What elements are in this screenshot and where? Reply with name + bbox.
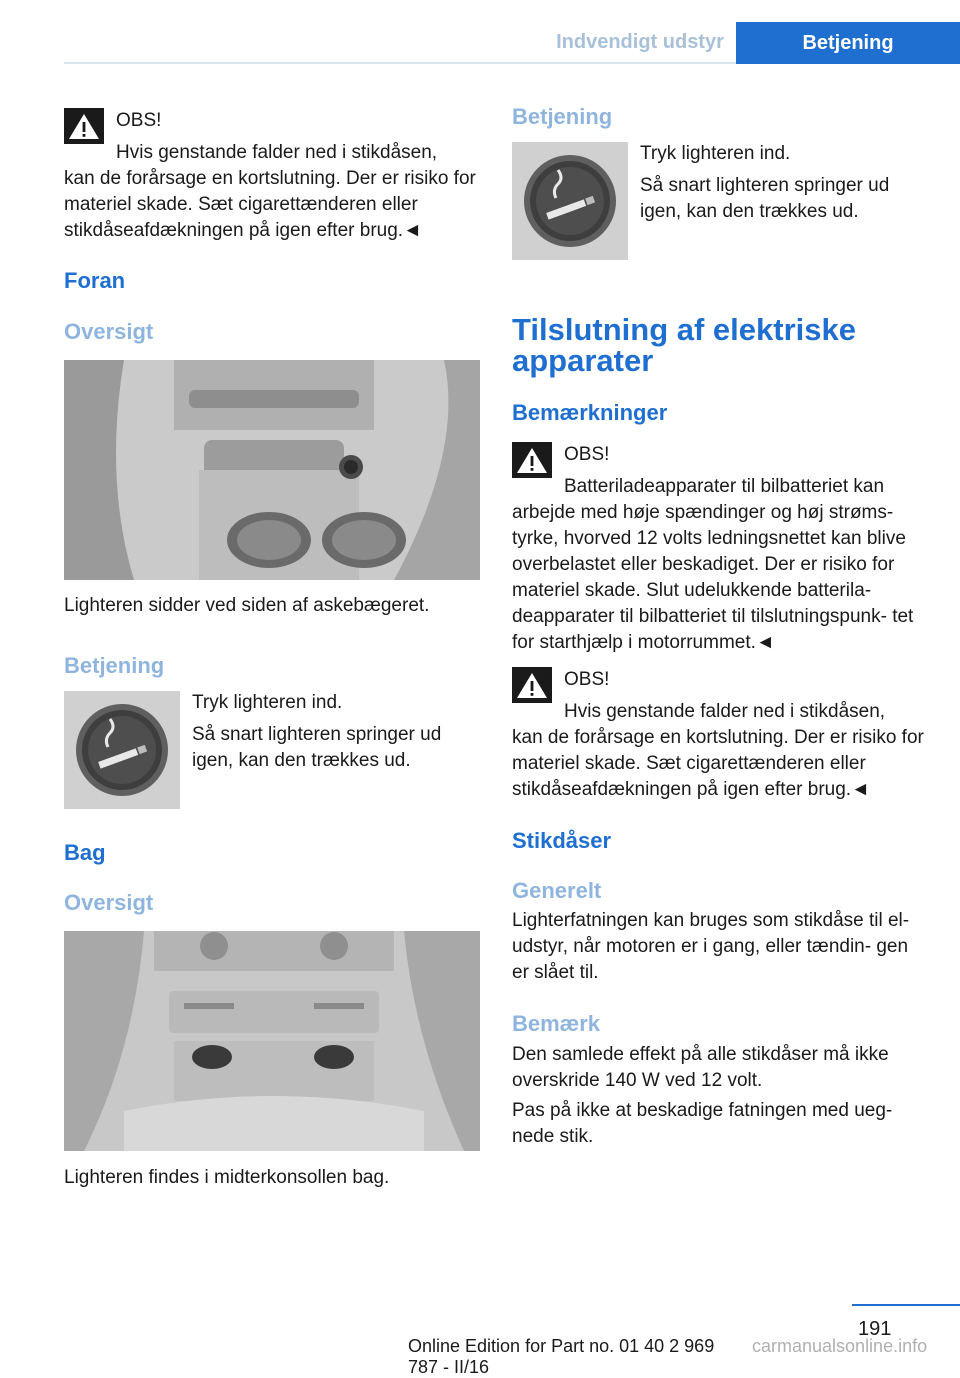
warning-text-first-line: Batteriladeapparater til bilbatteriet kan <box>564 476 885 497</box>
front-operation-step1: Tryk lighteren ind. <box>192 692 343 713</box>
section-heading-notes: Bemærkninger <box>512 400 668 425</box>
warning-title: OBS! <box>116 110 162 131</box>
note-text-1: Den samlede effekt på alle stikdåser må ikke overskride 140 W ved 12 volt. <box>512 1044 889 1091</box>
warning-title: OBS! <box>564 669 610 690</box>
rear-console-illustration <box>64 931 480 1151</box>
warning-text-first-line: Hvis genstande falder ned i stikdåsen, <box>116 142 438 163</box>
warning-title: OBS! <box>564 444 610 465</box>
footer-rule <box>852 1304 960 1306</box>
section-heading-rear: Bag <box>64 840 106 865</box>
section-heading-front: Foran <box>64 268 126 293</box>
warning-box <box>512 442 928 656</box>
subheading-general: Generelt <box>512 878 602 903</box>
current-tab[interactable]: Betjening <box>736 22 960 64</box>
section-heading-sockets: Stikdåser <box>512 828 612 853</box>
warning-text: arbejde med høje spændinger og høj strøms- tyrke, hvorved 12 volts ledningsnettet kan blive overbelastet eller beskadiget. Der er risiko for materiel skade. Slut udelukkende batterila- deapparater til bilbatteriet til tilslutningspunk- tet for starthjælp i motorrummet.◄ <box>512 502 914 653</box>
warning-text-first-line: Hvis genstande falder ned i stikdåsen, <box>564 701 886 722</box>
warning-triangle-icon <box>512 442 552 478</box>
watermark: carmanualsonline.info <box>752 1336 928 1356</box>
rear-operation-step1: Tryk lighteren ind. <box>640 143 791 164</box>
lighter-button-image-front <box>64 691 180 809</box>
rear-operation-step2: Så snart lighteren springer ud igen, kan den trækkes ud. <box>640 175 890 222</box>
warning-triangle-icon <box>512 667 552 703</box>
cigarette-lighter-icon <box>512 142 628 260</box>
subheading-operation-rear: Betjening <box>512 104 613 129</box>
subheading-overview-front: Oversigt <box>64 319 154 344</box>
chapter-title: Tilslutning af elektriske apparater <box>512 312 856 378</box>
page-number: 191 <box>858 1318 892 1340</box>
edition-footer: Online Edition for Part no. 01 40 2 969 787 - II/16 <box>408 1336 715 1377</box>
rear-console-photo <box>64 931 480 1151</box>
subheading-operation-front: Betjening <box>64 653 165 678</box>
front-console-photo <box>64 360 480 580</box>
lighter-button-image-rear <box>512 142 628 260</box>
cigarette-lighter-icon <box>64 691 180 809</box>
warning-box <box>64 108 480 244</box>
warning-text: kan de forårsage en kortslutning. Der er risiko for materiel skade. Sæt cigarettænderen eller stikdåseafdækningen på igen efter brug.◄ <box>64 168 476 241</box>
warning-text: kan de forårsage en kortslutning. Der er risiko for materiel skade. Sæt cigarettænderen eller stikdåseafdækningen på igen efter brug.◄ <box>512 727 924 800</box>
warning-box <box>512 667 928 803</box>
subheading-note: Bemærk <box>512 1011 601 1036</box>
front-console-illustration <box>64 360 480 580</box>
section-tab[interactable]: Indvendigt udstyr <box>556 30 724 53</box>
front-operation-step2: Så snart lighteren springer ud igen, kan den trækkes ud. <box>192 724 442 771</box>
subheading-overview-rear: Oversigt <box>64 890 154 915</box>
rear-photo-caption: Lighteren findes i midterkonsollen bag. <box>64 1167 390 1188</box>
warning-triangle-icon <box>64 108 104 144</box>
note-text-2: Pas på ikke at beskadige fatningen med ueg- nede stik. <box>512 1100 893 1147</box>
front-photo-caption: Lighteren sidder ved siden af askebægeret. <box>64 595 430 616</box>
general-text: Lighterfatningen kan bruges som stikdåse til el-udstyr, når motoren er i gang, eller tændin- gen er slået til. <box>512 910 910 983</box>
